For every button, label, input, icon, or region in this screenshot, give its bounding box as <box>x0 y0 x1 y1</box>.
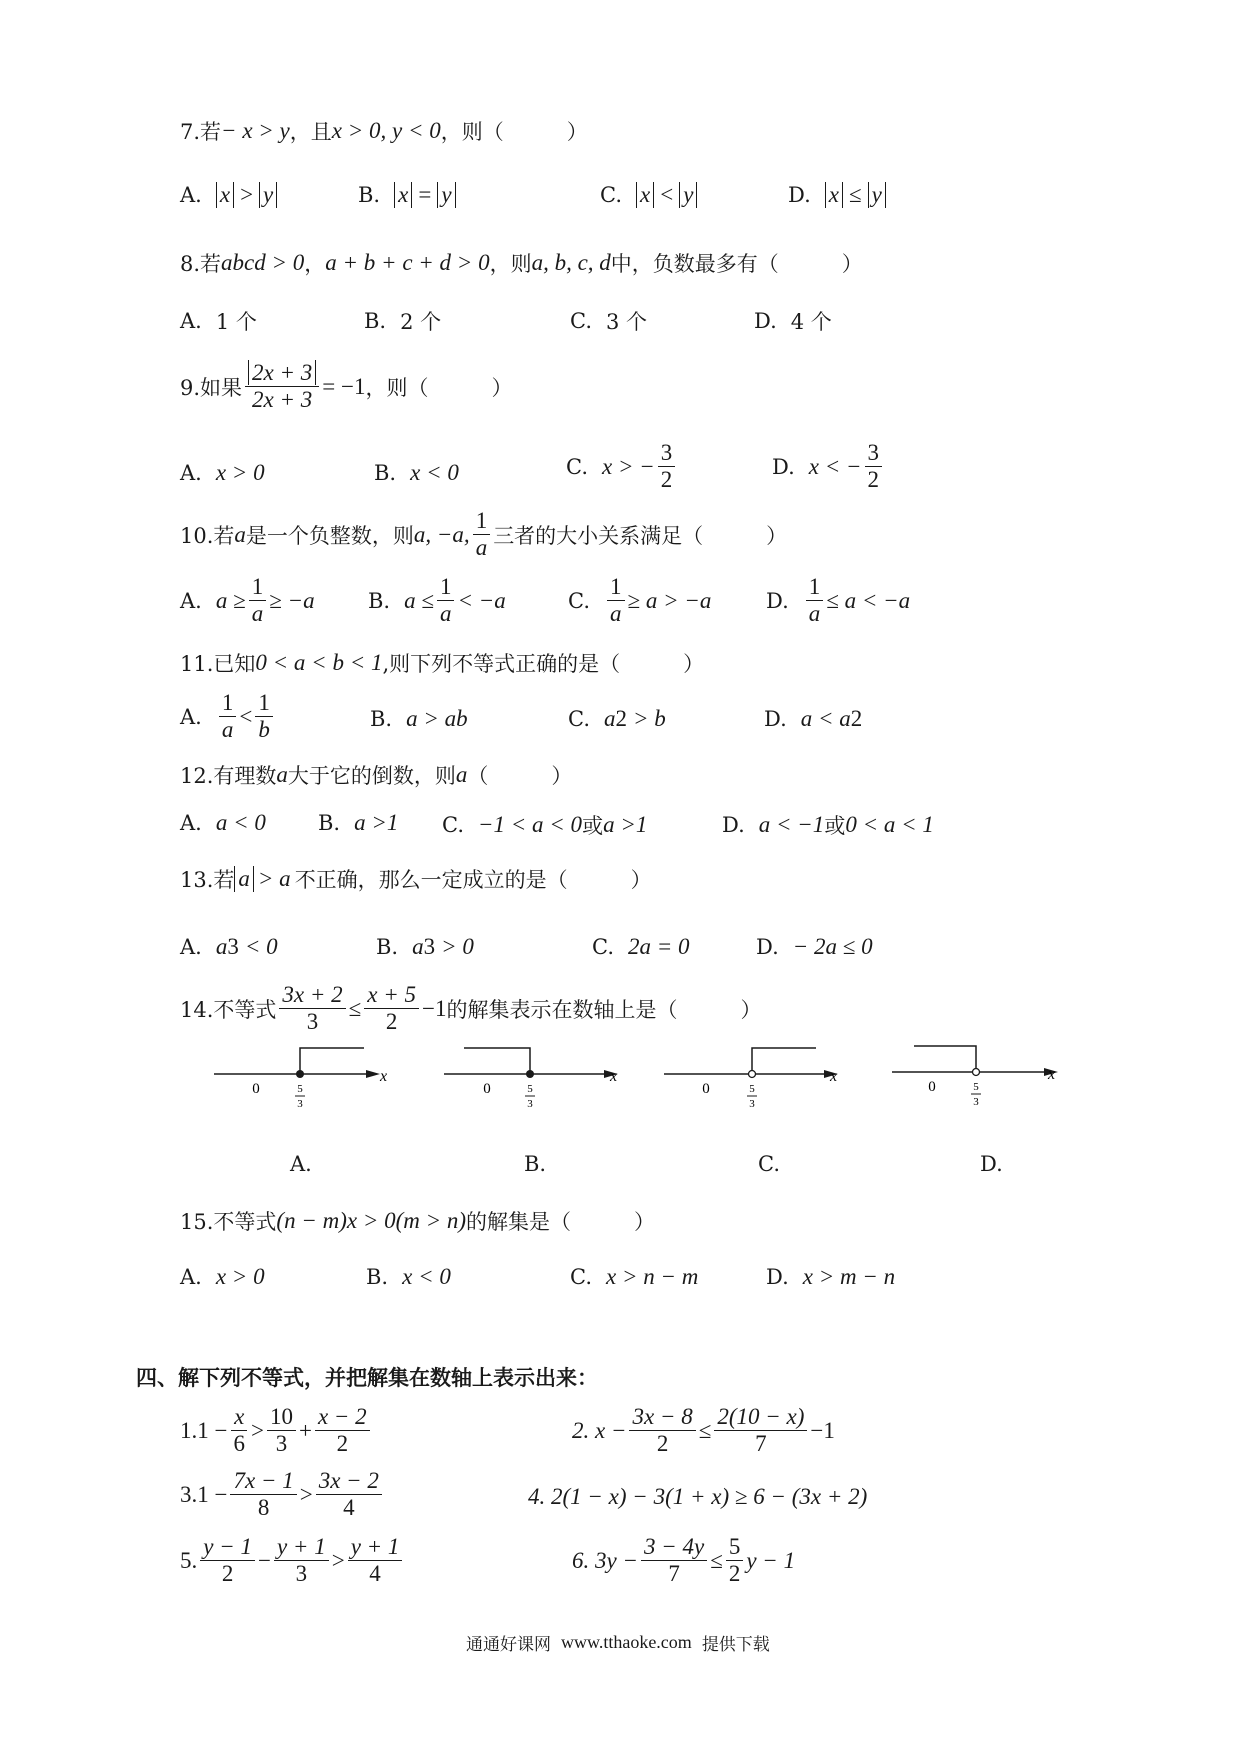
filled-point <box>526 1070 534 1078</box>
axis-den: 3 <box>527 1098 533 1110</box>
problem-post: y − 1 <box>746 1547 796 1573</box>
fraction-numerator: 3 <box>658 440 676 467</box>
q9-option-a <box>180 460 265 486</box>
fraction-denominator: a <box>808 601 821 627</box>
fraction-denominator: 3 <box>275 1431 288 1457</box>
number-line-d <box>892 1046 1058 1108</box>
q9-number: 9.如果 <box>180 375 243 400</box>
option-or: 或 <box>582 814 604 838</box>
fraction-denominator: 2 <box>221 1561 234 1587</box>
option-base: a <box>412 934 424 959</box>
option-fraction <box>806 574 824 628</box>
problem-3 <box>180 1468 385 1522</box>
option-expr: a >1 <box>603 812 648 837</box>
q11-option-a <box>180 690 276 744</box>
problem-fraction <box>726 1534 744 1588</box>
fraction-numerator: 1 <box>806 574 824 601</box>
option-post: < −a <box>457 587 506 613</box>
problem-pre: 1.1 − <box>180 1417 228 1443</box>
option-label: C. <box>568 588 590 613</box>
fraction-denominator: 7 <box>755 1431 767 1457</box>
q7-sep: ，且 <box>289 120 332 144</box>
op: < <box>660 182 674 207</box>
fraction-numerator: 3x − 2 <box>316 1468 382 1495</box>
q8-option-c <box>570 306 647 336</box>
footer-site-name: 通通好课网 <box>466 1635 551 1655</box>
fraction-numerator: 1 <box>219 690 237 717</box>
fraction-denominator: b <box>258 717 270 743</box>
q14-option-d-label: D. <box>980 1152 1003 1176</box>
q8-expr1: abcd > 0 <box>221 250 305 275</box>
q10-number: 10.若 <box>180 523 235 548</box>
footer <box>466 1630 770 1655</box>
fraction-numerator: x + 5 <box>364 982 419 1009</box>
q7-number: 7.若 <box>180 120 222 144</box>
q9-tail: ，则（ ） <box>365 375 513 400</box>
q13-expr: > a <box>257 866 291 891</box>
q7-option-d <box>788 182 886 208</box>
fraction-numerator: y + 1 <box>274 1534 329 1561</box>
option-expr: a > ab <box>406 706 468 731</box>
q11-number: 11.已知 <box>180 652 256 676</box>
fraction-denominator: a <box>221 717 234 743</box>
option-label: D. <box>772 454 795 479</box>
q12-var2: a <box>455 762 468 787</box>
fraction-numerator: 2(10 − x) <box>714 1404 807 1431</box>
q12-option-b <box>318 810 398 836</box>
axis-zero: 0 <box>702 1081 710 1097</box>
option-fraction <box>607 574 625 628</box>
q10-var: a <box>234 521 246 547</box>
q13-tail: 不正确，那么一定成立的是（ ） <box>294 868 652 892</box>
option-fraction <box>249 574 267 628</box>
q14-stem <box>180 982 761 1036</box>
footer-download-text: 提供下载 <box>701 1635 770 1655</box>
problem-5 <box>180 1534 405 1588</box>
op: ≤ <box>710 1547 723 1573</box>
q14-fraction-left <box>279 982 345 1036</box>
q12-option-c <box>442 810 647 840</box>
q7-option-c <box>600 182 697 208</box>
abs-y: y <box>679 182 697 208</box>
option-post: < 0 <box>244 934 278 959</box>
option-expr: x > n − m <box>606 1264 699 1289</box>
fraction-numerator: 2x + 3 <box>248 360 316 385</box>
abs-a: a <box>234 866 254 892</box>
q15-option-c <box>570 1264 698 1290</box>
fraction-numerator: 1 <box>437 574 455 601</box>
option-expr: x < 0 <box>402 1264 451 1289</box>
option-label: A. <box>180 1265 202 1289</box>
op: ≤ <box>848 182 862 207</box>
q9-rhs: = −1 <box>322 373 366 399</box>
abs-y: y <box>437 182 455 208</box>
fraction-denominator: 8 <box>257 1495 270 1521</box>
axis-var: x <box>610 1068 618 1085</box>
option-label: D. <box>722 813 745 837</box>
number-line-b <box>444 1048 618 1110</box>
option-expr: −1 < a < 0 <box>478 812 583 837</box>
q11-option-c: C. a 2 > b <box>568 706 666 731</box>
option-pre: a ≤ <box>404 587 434 613</box>
axis-num: 5 <box>749 1083 755 1095</box>
problem-pre: 3.1 − <box>180 1481 228 1507</box>
fraction-numerator: 3x − 8 <box>629 1404 695 1431</box>
option-expr: x < 0 <box>410 460 459 485</box>
problem-fraction <box>714 1404 807 1458</box>
option-label: B. <box>376 935 399 959</box>
q11-option-b <box>370 706 468 732</box>
fraction-numerator: 3 <box>865 440 883 467</box>
axis-zero: 0 <box>252 1081 260 1097</box>
option-expr: x < − <box>808 453 862 479</box>
problem-post: −1 <box>810 1417 835 1443</box>
q11-option-d: D. a < a 2 <box>764 706 863 731</box>
fraction-denominator: 2 <box>336 1431 349 1457</box>
q9-option-b <box>374 460 459 486</box>
q14-number-lines <box>0 1030 1240 1120</box>
open-point <box>973 1069 980 1076</box>
option-expr: 2a = 0 <box>628 934 690 959</box>
q13-option-d <box>756 934 873 960</box>
option-label: C. <box>570 309 592 333</box>
option-base: a <box>215 934 228 959</box>
option-post: ≥ a > −a <box>627 587 712 613</box>
q7-stem <box>180 116 588 146</box>
fraction-numerator: y + 1 <box>348 1534 403 1561</box>
problem-fraction <box>315 1404 370 1458</box>
option-label: C. <box>570 1265 592 1289</box>
option-label: A. <box>180 461 202 485</box>
option-label: D. <box>756 935 779 959</box>
q7-cond: x > 0, y < 0 <box>331 118 441 143</box>
problem-fraction <box>316 1468 382 1522</box>
fraction-numerator: x <box>231 1404 247 1431</box>
fraction-denominator: a <box>610 601 622 627</box>
axis-var: x <box>380 1068 388 1085</box>
q11-expr: 0 < a < b < 1 <box>255 650 383 675</box>
fraction-denominator: 3 <box>295 1561 308 1587</box>
q13-number: 13.若 <box>180 868 235 892</box>
op: > <box>331 1547 345 1573</box>
q13-option-a: A. a 3 < 0 <box>180 934 278 959</box>
fraction-numerator: 10 <box>267 1404 296 1431</box>
q15-option-a <box>180 1264 265 1290</box>
q10-tail: 三者的大小关系满足（ ） <box>493 523 788 548</box>
q14-option-c-label: C. <box>758 1152 780 1176</box>
axis-den: 3 <box>973 1096 979 1108</box>
q14-number: 14.不等式 <box>180 997 277 1022</box>
axis-var: x <box>830 1068 838 1085</box>
q8-option-b <box>364 306 441 336</box>
q13-stem <box>180 864 652 894</box>
q14-tail: 的解集表示在数轴上是（ ） <box>446 997 762 1022</box>
problem-fraction <box>641 1534 707 1588</box>
option-label: C. <box>592 935 614 959</box>
q7-expr: − x > y <box>221 118 290 143</box>
q8-number: 8.若 <box>180 252 222 276</box>
q14-fraction-right <box>364 982 419 1036</box>
q8-mid: ，则 <box>489 252 532 276</box>
axis-zero: 0 <box>928 1079 936 1095</box>
fraction-denominator: 2 <box>385 1009 398 1035</box>
q9-fraction <box>245 360 319 414</box>
q12-stem <box>180 760 572 790</box>
q15-option-b <box>366 1264 451 1290</box>
q10-option-c <box>568 574 711 628</box>
problem-fraction <box>629 1404 695 1458</box>
option-label: D. <box>754 309 777 333</box>
q8-tail: 中，负数最多有（ ） <box>610 252 863 276</box>
option-label: B. <box>318 811 341 835</box>
option-pre: a ≥ <box>215 587 246 613</box>
fraction-denominator: 2 <box>867 467 880 493</box>
option-expr: a < 0 <box>215 810 266 835</box>
option-base: a <box>604 706 616 731</box>
op: ≤ <box>348 995 362 1021</box>
problem-1 <box>180 1404 373 1458</box>
open-point <box>749 1071 756 1078</box>
option-label: D. <box>766 588 789 613</box>
abs-x: x <box>216 182 234 208</box>
q8-option-d <box>754 306 832 336</box>
option-label: A. <box>180 183 202 207</box>
fraction-denominator: 3 <box>306 1009 319 1035</box>
q10-option-a <box>180 574 315 628</box>
problem-fraction <box>348 1534 403 1588</box>
filled-point <box>296 1070 304 1078</box>
q8-option-a <box>180 306 257 336</box>
option-post: > b <box>633 706 666 731</box>
op: > <box>240 182 254 207</box>
option-expr: x > m − n <box>802 1264 896 1289</box>
q15-tail: 的解集是（ ） <box>466 1210 656 1234</box>
q9-stem <box>180 360 512 414</box>
fraction-numerator: 1 <box>473 508 491 535</box>
option-text: 4 个 <box>790 310 832 334</box>
option-label: B. <box>364 309 387 333</box>
option-or: 或 <box>824 814 846 838</box>
option-fraction <box>219 690 237 744</box>
option-label: B. <box>374 461 397 485</box>
option-label: D. <box>764 707 787 731</box>
q10-mid: 是一个负整数，则 <box>245 523 414 548</box>
option-label: A. <box>180 588 202 613</box>
fraction-denominator: 6 <box>233 1431 245 1457</box>
footer-url[interactable]: www.tthaoke.com <box>561 1632 692 1652</box>
q11-stem <box>180 648 704 678</box>
q7-option-a <box>180 182 277 208</box>
problem-pre: 6. 3y − <box>572 1547 638 1573</box>
option-expr: x > 0 <box>215 460 265 485</box>
q14-option-b-label: B. <box>524 1152 547 1176</box>
abs-x: x <box>636 182 654 208</box>
option-label: D. <box>766 1265 789 1289</box>
fraction-numerator: x − 2 <box>315 1404 370 1431</box>
option-fraction <box>865 440 883 494</box>
q12-option-d <box>722 810 934 840</box>
problem-fraction <box>200 1534 255 1588</box>
fraction-denominator: 2 <box>728 1561 741 1587</box>
q7-option-b <box>358 182 456 208</box>
fraction-denominator: a <box>251 601 264 627</box>
fraction-denominator: 2x + 3 <box>252 387 313 413</box>
problem-fraction <box>274 1534 329 1588</box>
op: + <box>298 1417 312 1443</box>
q13-option-c <box>592 934 690 960</box>
option-label: C. <box>600 183 622 207</box>
option-text: 1 个 <box>215 310 257 334</box>
option-label: C. <box>442 813 464 837</box>
problem-fraction <box>230 1404 248 1458</box>
option-expr: a < a <box>800 706 851 731</box>
problem-pre: 5. <box>180 1547 198 1573</box>
option-expr: x > 0 <box>215 1264 265 1289</box>
op: > <box>250 1417 264 1443</box>
q10-fraction <box>473 508 491 562</box>
axis-den: 3 <box>749 1098 755 1110</box>
op: ≤ <box>698 1417 712 1443</box>
option-label: D. <box>788 183 811 207</box>
q10-stem <box>180 508 787 562</box>
fraction-denominator: a <box>439 601 452 627</box>
fraction-denominator: 4 <box>369 1561 381 1587</box>
op: = <box>418 182 432 207</box>
section-heading: 四、解下列不等式，并把解集在数轴上表示出来： <box>136 1366 598 1390</box>
abs-x: x <box>394 182 412 208</box>
fraction-numerator: 1 <box>607 574 625 601</box>
problem-pre: 2. x − <box>572 1417 627 1443</box>
abs-y: y <box>868 182 886 208</box>
fraction-numerator: 3 − 4y <box>641 1534 707 1561</box>
option-post: ≤ a < −a <box>826 587 911 613</box>
q8-sep: ， <box>304 252 326 276</box>
problem-2 <box>572 1404 835 1458</box>
q10-option-d <box>766 574 910 628</box>
q7-tail: ，则（ ） <box>440 120 588 144</box>
q14-option-a-label: A. <box>290 1152 312 1176</box>
option-label: B. <box>358 183 381 207</box>
fraction-numerator: 1 <box>255 690 273 717</box>
option-text: 3 个 <box>606 310 648 334</box>
option-expr: a < −1 <box>758 812 825 837</box>
q14-post: −1 <box>422 995 447 1021</box>
option-label: A. <box>180 704 202 729</box>
axis-num: 5 <box>527 1083 533 1095</box>
q15-expr: (n − m)x > 0(m > n) <box>276 1208 467 1233</box>
option-fraction <box>658 440 676 494</box>
q12-number: 12.有理数 <box>180 764 277 788</box>
q8-vars: a, b, c, d <box>531 250 611 275</box>
q12-mid: 大于它的倒数，则 <box>287 764 456 788</box>
number-line-a <box>214 1048 387 1110</box>
fraction-numerator: 5 <box>726 1534 744 1561</box>
number-line-c <box>664 1048 838 1110</box>
option-post: ≥ −a <box>269 587 315 613</box>
q15-option-d <box>766 1264 895 1290</box>
fraction-numerator: 1 <box>249 574 267 601</box>
option-label: C. <box>568 707 590 731</box>
option-label: A. <box>180 309 202 333</box>
fraction-denominator: 4 <box>343 1495 355 1521</box>
option-label: A. <box>180 935 202 959</box>
axis-num: 5 <box>973 1081 979 1093</box>
fraction-numerator: 3x + 2 <box>279 982 345 1009</box>
option-expr: 0 < a < 1 <box>845 812 934 837</box>
op: > <box>299 1481 313 1507</box>
q12-tail: （ ） <box>467 764 573 788</box>
q12-option-a <box>180 810 266 836</box>
option-label: B. <box>368 588 391 613</box>
problem-4 <box>528 1484 867 1510</box>
option-label: C. <box>566 454 588 479</box>
q11-tail: ,则下列不等式正确的是（ ） <box>382 652 705 676</box>
op: < <box>239 703 253 729</box>
problem-expr: 4. 2(1 − x) − 3(1 + x) ≥ 6 − (3x + 2) <box>528 1484 868 1509</box>
q15-stem <box>180 1206 655 1236</box>
problem-fraction <box>267 1404 296 1458</box>
option-label: B. <box>366 1265 389 1289</box>
option-expr: a >1 <box>354 810 399 835</box>
option-expr: x > − <box>602 453 655 479</box>
fraction-denominator: 2 <box>656 1431 669 1457</box>
option-label: A. <box>180 811 202 835</box>
option-expr: − 2a ≤ 0 <box>792 934 873 959</box>
op: − <box>257 1547 271 1573</box>
q10-list: a, −a, <box>413 521 470 547</box>
abs-x: x <box>825 182 843 208</box>
q9-option-c <box>566 440 678 494</box>
option-fraction <box>255 690 273 744</box>
abs-y: y <box>259 182 277 208</box>
q9-option-d <box>772 440 885 494</box>
fraction-numerator: y − 1 <box>200 1534 255 1561</box>
axis-den: 3 <box>297 1098 303 1110</box>
problem-fraction <box>230 1468 296 1522</box>
axis-num: 5 <box>297 1083 303 1095</box>
axis-zero: 0 <box>483 1081 491 1097</box>
fraction-denominator: 7 <box>668 1561 680 1587</box>
option-text: 2 个 <box>400 310 442 334</box>
q13-option-b: B. a 3 > 0 <box>376 934 474 959</box>
option-fraction <box>437 574 455 628</box>
q15-number: 15.不等式 <box>180 1210 277 1234</box>
axis-var: x <box>1048 1066 1056 1083</box>
q10-option-b <box>368 574 506 628</box>
problem-6 <box>572 1534 795 1588</box>
option-label: B. <box>370 707 393 731</box>
fraction-denominator: 2 <box>660 467 673 493</box>
q8-stem <box>180 248 863 278</box>
q8-expr2: a + b + c + d > 0 <box>325 250 490 275</box>
q12-var: a <box>276 762 288 787</box>
fraction-denominator: a <box>475 535 488 561</box>
fraction-numerator: 7x − 1 <box>230 1468 296 1495</box>
option-post: > 0 <box>441 934 474 959</box>
